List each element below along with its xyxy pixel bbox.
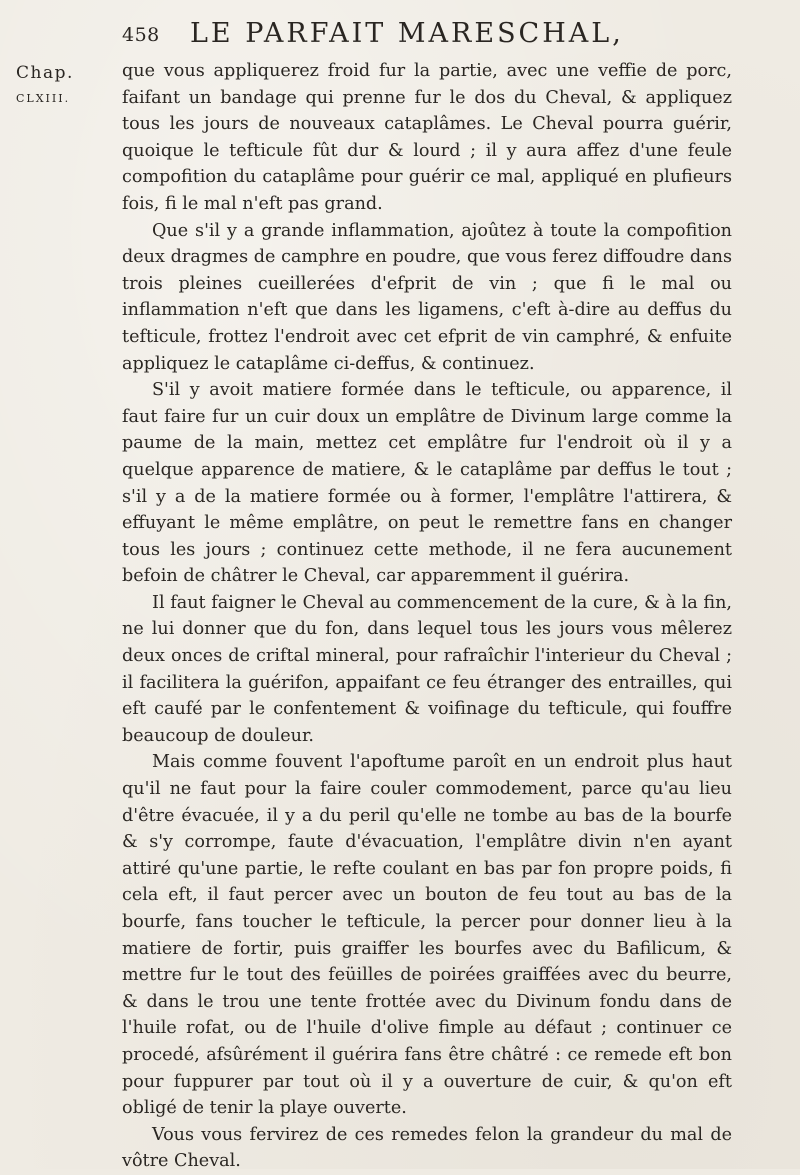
paragraph-4: Il faut faigner le Cheval au commencement de la cure, & à la fin, ne lui donner que du fon, dans lequel tous les jours vous mêlerez deux onces de criftal mineral, pour rafraîchir l'interieur du Cheval ; il facilitera la guérifon, appaifant ce feu étranger des entrailles, qui eft caufé par le confentement & voifinage du tefticule, qui fouffre beaucoup de douleur. — [122, 592, 732, 746]
paragraph-5: Mais comme fouvent l'apoftume paroît en un endroit plus haut qu'il ne faut pour la faire couler commodement, parce qu'au lieu d'être évacuée, il y a du peril qu'elle ne tombe au bas de la bourfe & s'y corrompe, faute d'évacuation, l'emplâtre divin n'en ayant attiré qu'une partie, le refte coulant en bas par fon propre poids, fi cela eft, il faut percer avec un bouton de feu tout au bas de la bourfe, fans toucher le tefticule, la percer pour donner lieu à la matiere de fortir, puis graiffer les bourfes avec du Bafilicum, & mettre fur le tout des feüilles de poirées graiffées avec du beurre, & dans le trou une tente frottée avec du Divinum fondu dans de l'huile rofat, ou de l'huile d'olive fimple au défaut ; continuer ce procedé, afsûrément il guérira fans être châtré : ce remede eft bon pour fuppurer par tout où il y a ouverture de cuir, & qu'on eft obligé de tenir la playe ouverte. — [122, 752, 732, 1119]
paragraph-2: Que s'il y a grande inflammation, ajoûtez à toute la compofition deux dragmes de camphre en poudre, que vous ferez diffoudre dans trois pleines cueillerées d'efprit de vin ; que fi le mal ou inflammation n'eft que dans les ligamens, c'eft à-dire au deffus du tefticule, frottez l'endroit avec cet efprit de vin camphré, & enfuite appliquez le cataplâme ci-deffus, & continuez. — [122, 220, 732, 374]
chapter-margin-note — [16, 60, 96, 112]
page-header — [122, 16, 722, 52]
paragraph-1: que vous appliquerez froid fur la partie, avec une veffie de porc, faifant un bandage qui prenne fur le dos du Cheval, & appliquez tous les jours de nouveaux cataplâmes. Le Cheval pourra guérir, quoique le tefticule fût dur & lourd ; il y aura affez d'une feule compofition du cataplâme pour guérir ce mal, appliqué en plufieurs fois, fi le mal n'eft pas grand. — [122, 61, 732, 214]
page-number: 458 — [122, 24, 160, 46]
paragraph-3: S'il y avoit matiere formée dans le tefticule, ou apparence, il faut faire fur un cuir doux un emplâtre de Divinum large comme la paume de la main, mettez cet emplâtre fur l'endroit où il y a quelque apparence de matiere, & le cataplâme par deffus le tout ; s'il y a de la matiere formée ou à former, l'emplâtre l'attirera, & effuyant le même emplâtre, on peut le remettre fans en changer tous les jours ; continuez cette methode, il ne fera aucunement befoin de châtrer le Cheval, car apparemment il guérira. — [122, 380, 732, 587]
chapter-number: CLXIII. — [16, 92, 71, 105]
chapter-label: Chap. — [16, 63, 74, 83]
running-title: LE PARFAIT MARESCHAL, — [190, 18, 624, 49]
body-text — [122, 58, 732, 1175]
paragraph-6: Vous vous fervirez de ces remedes felon la grandeur du mal de vôtre Cheval. — [122, 1124, 732, 1172]
